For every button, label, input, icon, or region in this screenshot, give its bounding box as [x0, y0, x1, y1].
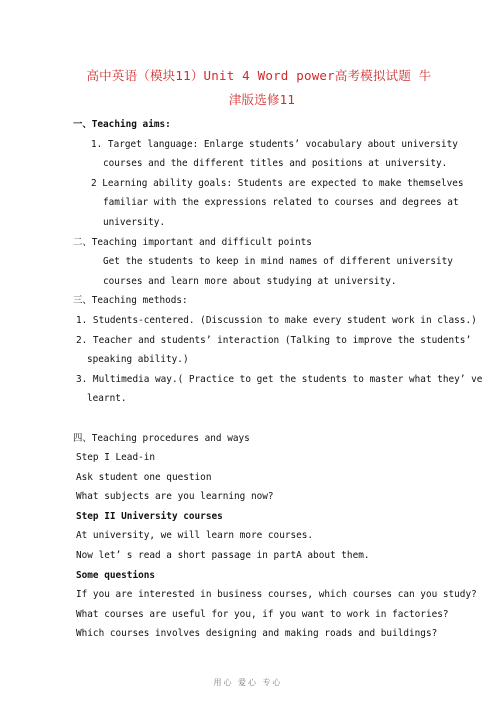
method-3-line-1: 3. Multimedia way.( Practice to get the students to master what they’ ve: [76, 373, 483, 385]
method-2-line-1: 2. Teacher and students’ interaction (Talking to improve the students’: [76, 334, 472, 346]
blank-line: [76, 409, 448, 429]
some-questions-heading: Some questions: [76, 569, 156, 581]
section-procedures-heading: 四、Teaching procedures and ways: [73, 432, 250, 444]
document-body: [73, 115, 483, 644]
aim-2-line-3: university.: [103, 216, 166, 228]
section-teaching-methods-heading: 三、Teaching methods:: [73, 295, 188, 307]
method-3-line-2: learnt.: [87, 393, 127, 405]
question-1: If you are interested in business courses, which courses can you study?: [76, 589, 477, 601]
section-teaching-aims-heading: 一、Teaching aims:: [73, 119, 171, 130]
aim-1-line-2: courses and the different titles and positions at university.: [103, 158, 448, 170]
method-2-line-2: speaking ability.): [87, 354, 189, 366]
aim-2-line-1: 2 Learning ability goals: Students are expected to make themselves: [91, 177, 464, 189]
lead-in-question: What subjects are you learning now?: [76, 491, 274, 503]
aim-2-line-2: familiar with the expressions related to courses and degrees at: [103, 197, 459, 209]
important-points-line-2: courses and learn more about studying at university.: [103, 275, 397, 287]
question-2: What courses are useful for you, if you want to work in factories?: [76, 608, 449, 620]
question-3: Which courses involves designing and making roads and buildings?: [76, 628, 438, 640]
method-1: 1. Students-centered. (Discussion to make every student work in class.): [76, 314, 477, 326]
university-courses-line-2: Now let’ s read a short passage in partA about them.: [76, 550, 370, 562]
ask-question-text: Ask student one question: [76, 471, 212, 483]
important-points-line-1: Get the students to keep in mind names of different university: [103, 256, 453, 268]
title-line-1: 高中英语（模块11）Unit 4 Word power高考模拟试题 牛: [86, 68, 432, 83]
step-1-heading: Step I Lead-in: [76, 452, 156, 464]
document-title: [70, 64, 448, 112]
university-courses-line-1: At university, we will learn more courses.: [76, 530, 314, 542]
title-line-2: 津版选修11: [228, 92, 296, 107]
aim-1-line-1: 1. Target language: Enlarge students’ vocabulary about university: [91, 138, 458, 150]
page-footer: 用心 爱心 专心: [213, 678, 283, 687]
section-important-points-heading: 二、Teaching important and difficult points: [73, 236, 312, 248]
step-2-heading: Step II University courses: [76, 510, 223, 522]
